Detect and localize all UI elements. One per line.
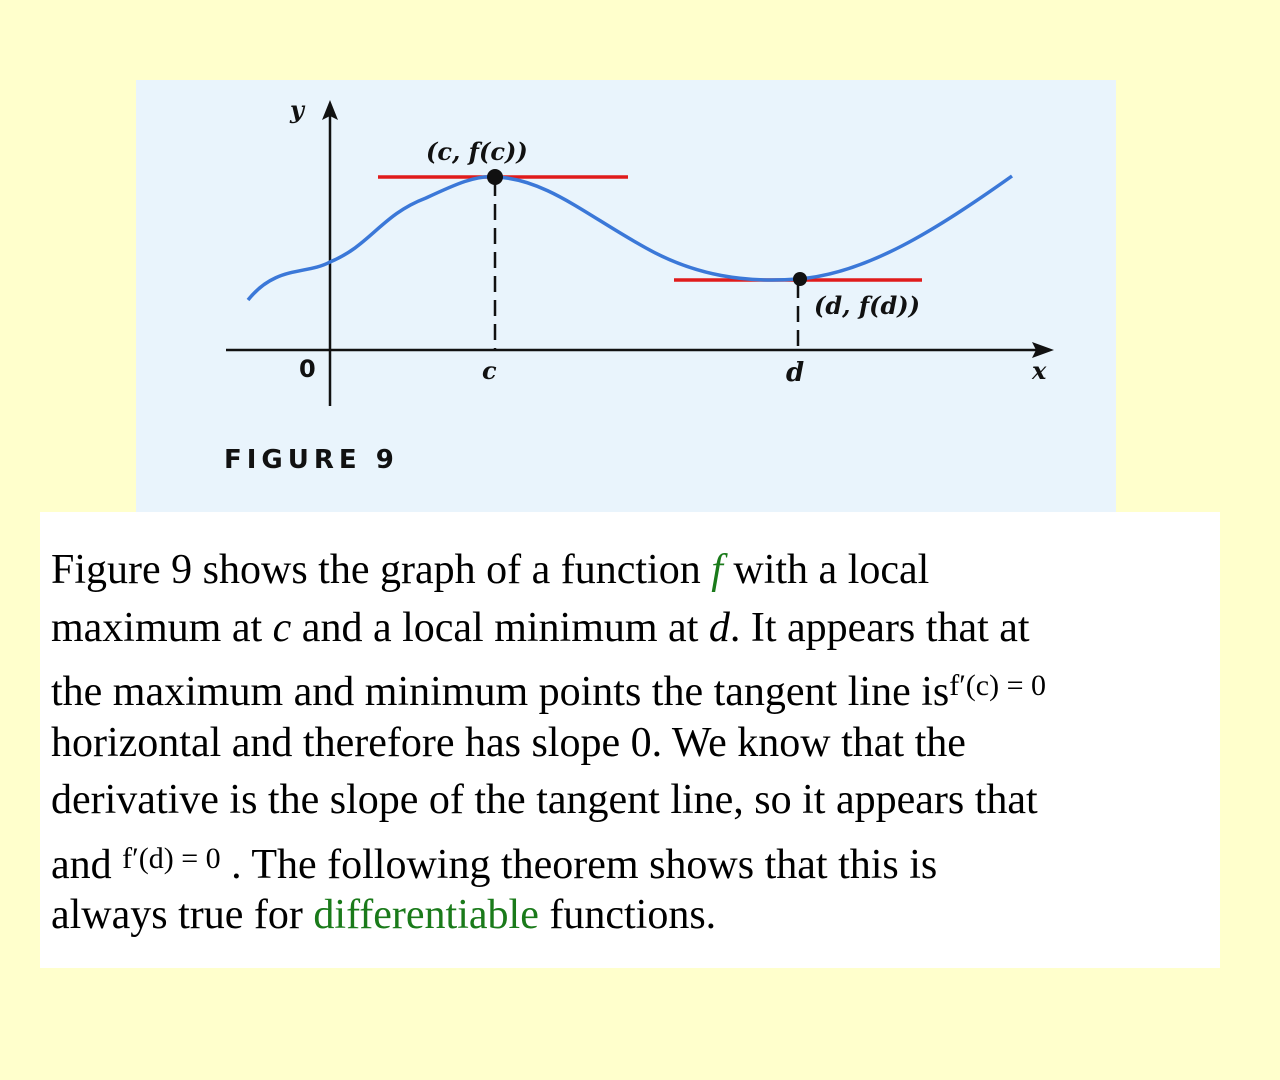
paragraph xyxy=(51,542,1211,945)
origin-label: 0 xyxy=(299,355,316,383)
figure-caption: FIGURE 9 xyxy=(224,445,399,475)
symbol-d: d xyxy=(708,604,730,651)
local-min-label: (d, f(d)) xyxy=(814,291,921,320)
local-min-point xyxy=(793,272,807,286)
text-line-3: the maximum and minimum points the tangent line $is^{f'(c) = 0}$ xyxy=(51,669,1047,715)
x-axis-label: x xyxy=(1032,356,1047,385)
y-axis-label: y xyxy=(290,95,304,124)
text-line-7: always true for differentiable functions. xyxy=(51,892,717,938)
equation-fd: f′(d) = 0 xyxy=(122,841,221,875)
function-graph xyxy=(136,80,1116,520)
text-box xyxy=(40,512,1220,968)
tick-label-d: d xyxy=(786,358,805,388)
function-symbol-f: f xyxy=(711,547,723,593)
figure-panel xyxy=(136,80,1116,520)
symbol-c: c xyxy=(272,604,292,651)
highlight-differentiable: differentiable xyxy=(313,892,539,938)
text-line-2: maximum at c and a local minimum at d. It appears that at xyxy=(51,604,1030,651)
local-max-label: (c, f(c)) xyxy=(426,137,528,166)
text-line-5: derivative is the slope of the tangent line, so it appears that xyxy=(51,777,1038,823)
tick-label-c: c xyxy=(482,356,497,385)
local-max-point xyxy=(487,169,503,185)
equation-fc: f′(c) = 0 xyxy=(949,669,1047,702)
text-line-4: horizontal and therefore has slope 0. We know that the xyxy=(51,719,966,766)
text-line-1: Figure 9 shows the graph of a function f with a local xyxy=(51,547,930,593)
text-line-6: and $^{f'(d) = 0}$ . The following theorem shows that this is xyxy=(51,841,938,888)
